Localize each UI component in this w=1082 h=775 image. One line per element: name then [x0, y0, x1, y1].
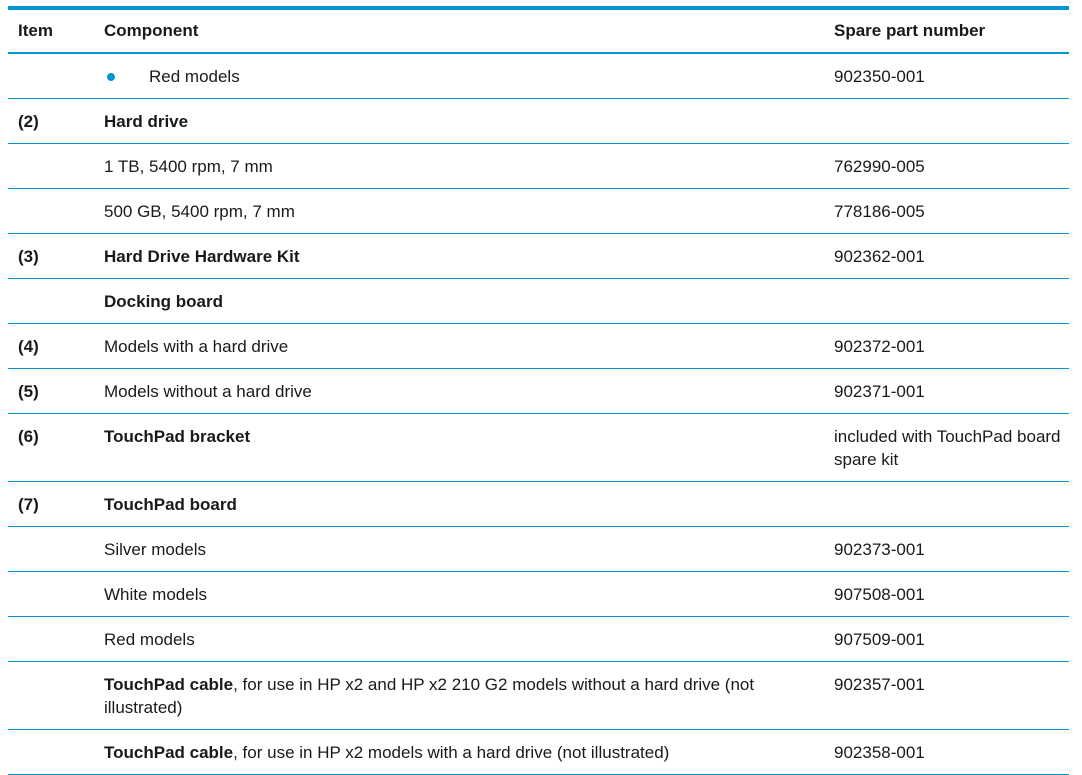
- component-text: , for use in HP x2 models with a hard drive (not illustrated): [233, 743, 670, 762]
- component-cell: [104, 617, 834, 662]
- spare-part-number-cell: 902358-001: [834, 730, 1069, 775]
- item-cell: [8, 572, 104, 617]
- table-row: [8, 414, 1069, 482]
- table-row: [8, 617, 1069, 662]
- component-bold-text: TouchPad cable: [104, 675, 234, 694]
- spare-part-number-cell: [834, 99, 1069, 144]
- spare-part-number-cell: 902362-001: [834, 234, 1069, 279]
- component-bold-text: Docking board: [104, 292, 224, 311]
- item-cell: (4): [8, 324, 104, 369]
- item-cell: [8, 53, 104, 99]
- component-bold-text: TouchPad cable: [104, 743, 234, 762]
- spare-part-number-cell: 778186-005: [834, 189, 1069, 234]
- table-row: [8, 53, 1069, 99]
- component-text: Red models: [149, 67, 240, 86]
- table-row: [8, 730, 1069, 775]
- component-bold-text: TouchPad bracket: [104, 427, 251, 446]
- table-row: [8, 482, 1069, 527]
- component-cell: [104, 99, 834, 144]
- spare-part-number-cell: included with TouchPad board spare kit: [834, 414, 1069, 482]
- component-text: Models with a hard drive: [104, 337, 289, 356]
- table-body: [8, 53, 1069, 775]
- component-cell: [104, 324, 834, 369]
- spare-parts-table-container: [8, 6, 1069, 775]
- table-row: [8, 99, 1069, 144]
- item-cell: [8, 617, 104, 662]
- spare-parts-table: [8, 6, 1069, 775]
- component-text: 500 GB, 5400 rpm, 7 mm: [104, 202, 295, 221]
- component-cell: [104, 279, 834, 324]
- item-cell: (6): [8, 414, 104, 482]
- header-component: Component: [104, 8, 834, 53]
- item-cell: [8, 527, 104, 572]
- table-row: [8, 234, 1069, 279]
- component-bold-text: Hard Drive Hardware Kit: [104, 247, 300, 266]
- spare-part-number-cell: [834, 482, 1069, 527]
- component-cell: [104, 234, 834, 279]
- item-cell: [8, 279, 104, 324]
- spare-part-number-cell: 902350-001: [834, 53, 1069, 99]
- spare-part-number-cell: 902373-001: [834, 527, 1069, 572]
- component-cell: [104, 53, 834, 99]
- component-text: 1 TB, 5400 rpm, 7 mm: [104, 157, 273, 176]
- component-cell: [104, 144, 834, 189]
- component-cell: [104, 527, 834, 572]
- item-cell: [8, 189, 104, 234]
- component-cell: [104, 572, 834, 617]
- spare-part-number-cell: 902372-001: [834, 324, 1069, 369]
- spare-part-number-cell: 907509-001: [834, 617, 1069, 662]
- component-bold-text: Hard drive: [104, 112, 189, 131]
- spare-part-number-cell: 902357-001: [834, 662, 1069, 730]
- component-text: , for use in HP x2 and HP x2 210 G2 models without a hard drive (not illustrated): [104, 675, 755, 717]
- header-item: Item: [8, 8, 104, 53]
- item-cell: (2): [8, 99, 104, 144]
- table-row: [8, 144, 1069, 189]
- item-cell: [8, 144, 104, 189]
- spare-part-number-cell: [834, 279, 1069, 324]
- component-bold-text: TouchPad board: [104, 495, 237, 514]
- item-cell: [8, 662, 104, 730]
- header-row: [8, 8, 1069, 53]
- component-text: Silver models: [104, 540, 207, 559]
- component-cell: [104, 189, 834, 234]
- component-text: White models: [104, 585, 207, 604]
- component-cell: [104, 662, 834, 730]
- table-header: [8, 8, 1069, 53]
- header-spare-part-number: Spare part number: [834, 8, 1069, 53]
- table-row: [8, 189, 1069, 234]
- component-cell: [104, 369, 834, 414]
- spare-part-number-cell: 902371-001: [834, 369, 1069, 414]
- component-text: Models without a hard drive: [104, 382, 312, 401]
- table-row: [8, 369, 1069, 414]
- item-cell: (3): [8, 234, 104, 279]
- component-cell: [104, 414, 834, 482]
- spare-part-number-cell: 762990-005: [834, 144, 1069, 189]
- item-cell: (7): [8, 482, 104, 527]
- component-cell: [104, 482, 834, 527]
- component-text: Red models: [104, 630, 195, 649]
- component-cell: [104, 730, 834, 775]
- table-row: [8, 662, 1069, 730]
- table-row: [8, 572, 1069, 617]
- table-row: [8, 527, 1069, 572]
- bullet-icon: [107, 73, 115, 81]
- table-row: [8, 279, 1069, 324]
- item-cell: [8, 730, 104, 775]
- spare-part-number-cell: 907508-001: [834, 572, 1069, 617]
- item-cell: (5): [8, 369, 104, 414]
- table-row: [8, 324, 1069, 369]
